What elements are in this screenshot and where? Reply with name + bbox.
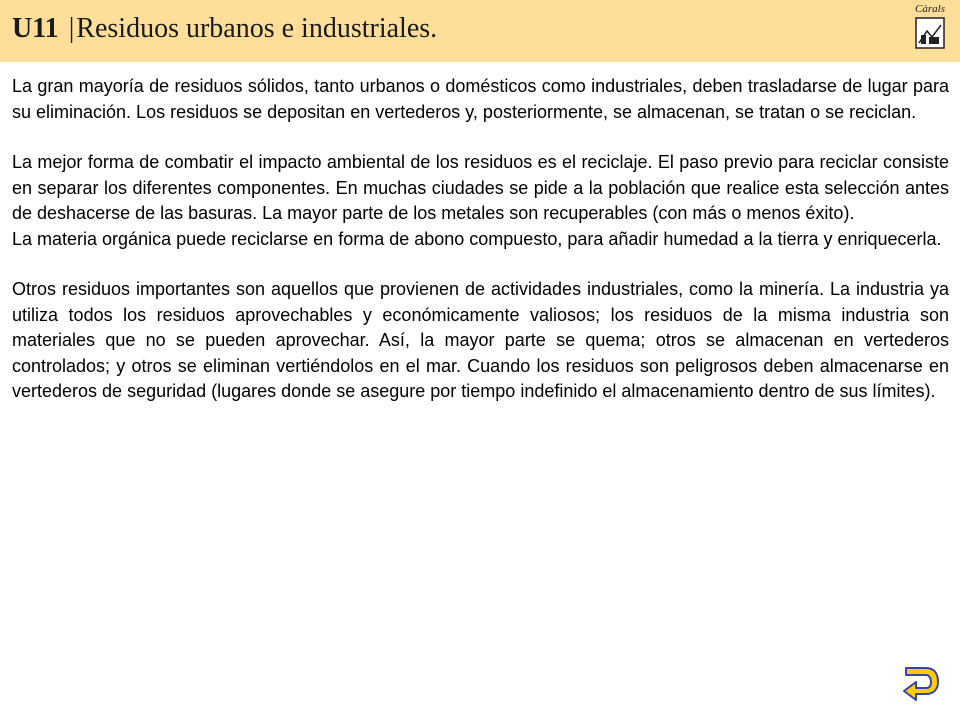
title-text: Residuos urbanos e industriales. bbox=[76, 13, 438, 44]
paragraph-organic: La materia orgánica puede reciclarse en forma de abono compuesto, para añadir humedad a la tierra y enriquecerla. bbox=[12, 228, 942, 249]
publisher-logo bbox=[912, 3, 948, 53]
page-title bbox=[12, 14, 437, 45]
header-bar bbox=[0, 0, 960, 62]
content-area bbox=[12, 74, 949, 405]
logo-icon bbox=[915, 17, 945, 49]
paragraph-industrial: Otros residuos importantes son aquellos que provienen de actividades industriales, como la minería. La industria ya utiliza todos los residuos aprovechables y económicamente valiosos; los residuos de la misma industria son materiales que no se pueden aprovechar. Así, la mayor parte se quema; otros se almacenan en vertederos controlados; y otros se eliminan vertiéndolos en el mar. Cuando los residuos son peligrosos deben almacenarse en vertederos de seguridad (lugares donde se asegure por tiempo indefinido el almacenamiento dentro de sus límites). bbox=[12, 279, 949, 401]
return-arrow-icon bbox=[902, 662, 942, 706]
logo-text: Càrals bbox=[915, 3, 945, 15]
title-separator: | bbox=[68, 13, 75, 44]
paragraph-recycling: La mejor forma de combatir el impacto ambiental de los residuos es el reciclaje. El paso previo para reciclar consiste en separar los diferentes componentes. En muchas ciudades se pide a la población que realice esta selección antes de deshacerse de las basuras. La mayor parte de los metales son recuperables (con más o menos éxito). bbox=[12, 152, 949, 223]
unit-code: U11 bbox=[12, 13, 59, 44]
return-button[interactable] bbox=[902, 662, 942, 706]
paragraph-intro: La gran mayoría de residuos sólidos, tanto urbanos o domésticos como industriales, deben trasladarse de lugar para su eliminación. Los residuos se depositan en vertederos y, posteriormente, se almacenan, se tratan o se reciclan. bbox=[12, 76, 949, 122]
